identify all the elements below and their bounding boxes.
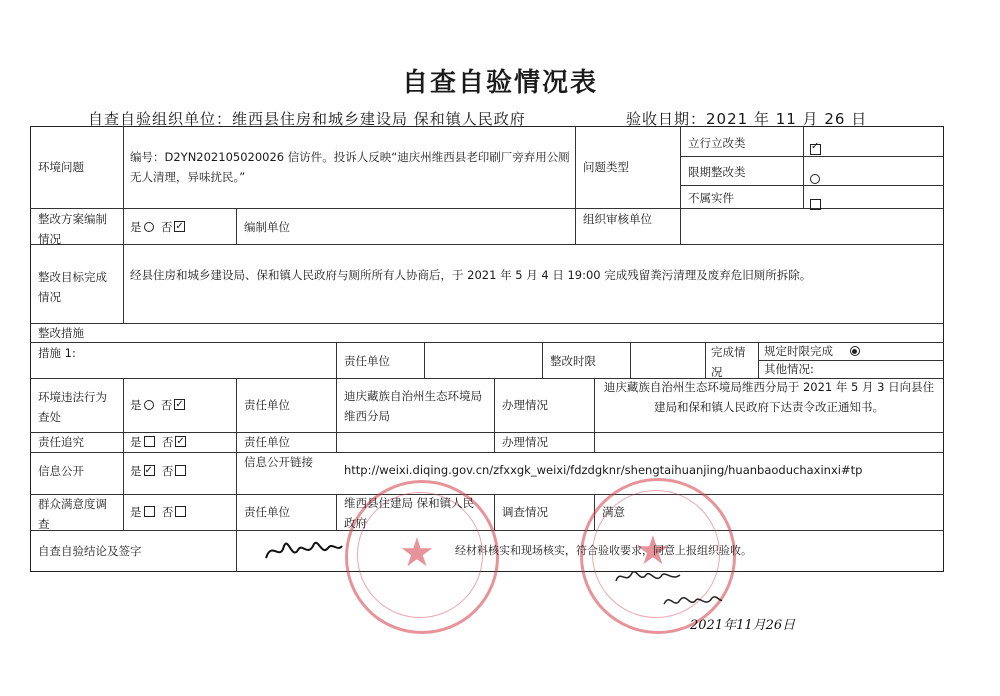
col-divider xyxy=(123,126,124,323)
measures-label: 整改措施 xyxy=(38,326,84,340)
col-divider xyxy=(424,342,425,378)
row-divider xyxy=(30,323,944,324)
violation-no-label: 否 xyxy=(160,398,173,412)
col-divider xyxy=(575,126,576,208)
conclusion-label: 自查自验结论及签字 xyxy=(38,544,142,558)
plan-no-checkbox[interactable] xyxy=(174,221,185,232)
col-divider xyxy=(630,342,631,378)
col-divider xyxy=(594,378,595,452)
col-divider xyxy=(236,208,237,244)
plan-no-label: 否 xyxy=(160,220,173,234)
accountability-label: 责任追究 xyxy=(38,435,84,449)
row-divider xyxy=(30,244,944,245)
col-divider xyxy=(803,126,804,208)
satisfaction-survey-value: 满意 xyxy=(602,505,625,519)
measure-resp-label: 责任单位 xyxy=(344,354,390,368)
type-false-checkbox[interactable] xyxy=(808,194,821,213)
measure-time-label: 整改时限 xyxy=(550,354,596,368)
disclosure-no-label: 否 xyxy=(161,464,174,478)
goal-label: 整改目标完成情况 xyxy=(38,270,107,304)
accountability-handle-label: 办理情况 xyxy=(502,435,548,449)
done-opt-ontime-label: 规定时限完成 xyxy=(764,344,833,358)
col-divider xyxy=(123,378,124,530)
satisfaction-resp-value: 维西县住建局 保和镇人民政府 xyxy=(344,496,475,530)
col-divider xyxy=(705,342,706,378)
violation-handle-value: 迪庆藏族自治州生态环境局维西分局于 2021 年 5 月 3 日向县住建局和保和镇人民政府下达责令改正通知书。 xyxy=(603,380,935,414)
disclosure-label: 信息公开 xyxy=(38,464,84,478)
col-divider xyxy=(542,342,543,378)
plan-yes-no xyxy=(130,218,185,238)
measure-1-label: 措施 1: xyxy=(38,346,76,360)
done-opt-ontime xyxy=(764,342,860,362)
org-value: 维西县住房和城乡建设局 保和镇人民政府 xyxy=(232,110,526,128)
type-deadline-label: 限期整改类 xyxy=(688,165,746,179)
row-divider xyxy=(30,494,944,495)
handwritten-signature-3 xyxy=(660,590,724,614)
issue-content: 编号：D2YN202105020026 信访件。投诉人反映“迪庆州维西县老印刷厂旁弃用公厕无人清理，异味扰民。” xyxy=(130,150,570,184)
violation-resp-label: 责任单位 xyxy=(244,398,290,412)
done-opt-other-label: 其他情况: xyxy=(764,362,814,376)
accountability-no-checkbox[interactable] xyxy=(175,436,186,447)
satisfaction-yes-checkbox[interactable] xyxy=(144,506,155,517)
type-deadline-radio[interactable] xyxy=(808,168,820,187)
disclosure-yes-no xyxy=(130,462,186,482)
satisfaction-yes-label: 是 xyxy=(130,505,142,519)
violation-yes-label: 是 xyxy=(130,398,142,412)
disclosure-yes-checkbox[interactable] xyxy=(144,465,155,476)
accountability-no-label: 否 xyxy=(161,435,174,449)
violation-resp-value: 迪庆藏族自治州生态环境局维西分局 xyxy=(344,389,482,423)
issue-label: 环境问题 xyxy=(38,160,84,174)
disclosure-yes-label: 是 xyxy=(130,464,142,478)
document-title: 自查自验情况表 xyxy=(401,68,598,98)
col-divider xyxy=(336,378,337,452)
satisfaction-label: 群众满意度调查 xyxy=(38,497,107,531)
col-divider xyxy=(758,342,759,378)
violation-label: 环境违法行为查处 xyxy=(38,390,107,424)
col-divider xyxy=(336,494,337,530)
violation-handle-label: 办理情况 xyxy=(502,398,548,412)
type-immediate-label: 立行立改类 xyxy=(688,136,746,150)
satisfaction-no-checkbox[interactable] xyxy=(175,506,186,517)
handwritten-signature-2 xyxy=(612,565,684,589)
done-opt-ontime-radio[interactable] xyxy=(850,346,860,356)
col-divider xyxy=(494,378,495,452)
type-immediate-checkbox[interactable] xyxy=(808,139,821,158)
issue-type-label: 问题类型 xyxy=(583,160,629,174)
date-value: 2021 年 11 月 26 日 xyxy=(706,110,868,128)
plan-label: 整改方案编制情况 xyxy=(38,212,107,246)
satisfaction-survey-label: 调查情况 xyxy=(502,505,548,519)
col-divider xyxy=(236,378,237,572)
goal-content: 经县住房和城乡建设局、保和镇人民政府与厕所所有人协商后，于 2021 年 5 月 4 日 19:00 完成残留粪污清理及废弃危旧厕所拆除。 xyxy=(130,268,812,282)
disclosure-link[interactable]: http://weixi.diqing.gov.cn/zfxxgk_weixi/fdzdgknr/shengtaihuanjing/huanbaoduchaxinxi#tp xyxy=(344,463,863,477)
violation-yes-radio[interactable] xyxy=(144,400,154,410)
plan-unit-label: 编制单位 xyxy=(244,220,290,234)
satisfaction-yes-no xyxy=(130,503,186,523)
accountability-yes-checkbox[interactable] xyxy=(144,436,155,447)
measure-done-label: 完成情况 xyxy=(711,345,746,379)
col-divider xyxy=(336,342,337,378)
signature-date: 2021年11月26日 xyxy=(690,618,796,633)
disclosure-link-label: 信息公开链接 xyxy=(244,455,313,469)
accountability-resp-label: 责任单位 xyxy=(244,435,290,449)
violation-yes-no xyxy=(130,396,185,416)
plan-yes-radio[interactable] xyxy=(144,222,154,232)
col-divider xyxy=(494,494,495,530)
satisfaction-resp-label: 责任单位 xyxy=(244,505,290,519)
accountability-yes-no xyxy=(130,433,186,453)
col-divider xyxy=(575,208,576,244)
accountability-yes-label: 是 xyxy=(130,435,142,449)
row-divider xyxy=(30,208,944,209)
seal-star-icon: ★ xyxy=(399,530,435,576)
plan-review-label: 组织审核单位 xyxy=(583,212,652,226)
conclusion-content: 经材料核实和现场核实，符合验收要求，同意上报组织验收。 xyxy=(455,544,752,557)
type-false-label: 不属实件 xyxy=(688,191,734,205)
seal-star-icon: ★ xyxy=(635,528,671,574)
violation-no-checkbox[interactable] xyxy=(174,399,185,410)
disclosure-no-checkbox[interactable] xyxy=(175,465,186,476)
org-label: 自查自验组织单位： xyxy=(88,110,233,128)
col-divider xyxy=(680,126,681,244)
plan-yes-label: 是 xyxy=(130,220,142,234)
date-label: 验收日期： xyxy=(626,110,707,128)
satisfaction-no-label: 否 xyxy=(161,505,174,519)
handwritten-signature-1 xyxy=(262,532,346,568)
